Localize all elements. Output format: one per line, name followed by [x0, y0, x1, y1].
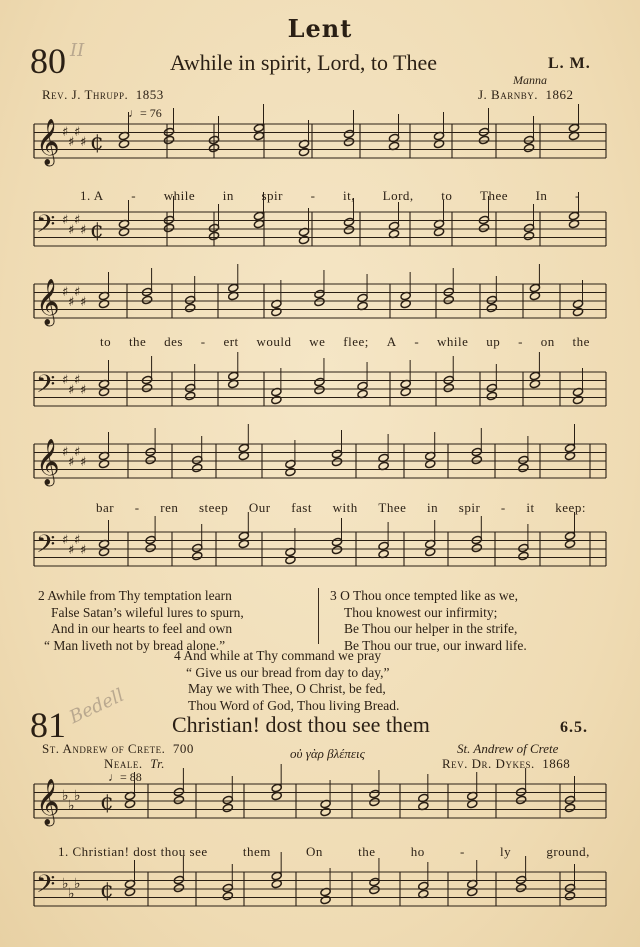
h80-s3-treble-note — [331, 457, 342, 466]
h80-s3-bass-note — [238, 531, 249, 540]
lyric-syllable: On — [306, 844, 323, 859]
h80-s3-treble-note — [331, 449, 342, 458]
h80-s2-treble-note — [443, 295, 454, 304]
verse-line: 4 And while at Thy command we pray — [174, 648, 382, 663]
lyric-syllable: steep — [198, 500, 229, 515]
treble-clef-icon: 𝄞 — [36, 439, 60, 485]
h80-s1-treble-note — [523, 143, 534, 152]
sharp-icon: ♯ — [62, 373, 69, 388]
h80-s1-bass-note — [253, 211, 264, 220]
verse-divider — [318, 588, 319, 644]
lyric-syllable: in — [427, 500, 439, 515]
h81-s1-treble-note — [564, 803, 575, 812]
flat-icon: ♭ — [74, 876, 81, 892]
lyric-syllable: A — [386, 334, 397, 349]
lyric-syllable: - — [134, 500, 140, 515]
sharp-icon: ♯ — [62, 125, 69, 140]
hymn-81-title: Christian! dost thou see them — [172, 712, 430, 737]
h80-s2-treble-note — [185, 295, 196, 304]
lyric-syllable: - — [518, 334, 523, 349]
h80-s2-bass-note — [185, 391, 196, 400]
verse-line: Thou Word of God, Thou living Bread. — [188, 697, 400, 713]
hymn-81-greek: οὐ γὰρ βλέπεις — [290, 746, 365, 761]
hymn-81-source: St. Andrew of Crete — [457, 741, 559, 756]
h80-s2-bass-note — [228, 371, 239, 380]
verse-line: Be Thou our true, our inward life. — [344, 637, 527, 653]
hymn-80-lyrics-line-3 — [96, 500, 586, 516]
sharp-icon: ♯ — [74, 285, 81, 300]
verse-line: 3 O Thou once tempted like as we, — [330, 588, 518, 603]
sharp-icon: ♯ — [74, 445, 81, 460]
lyric-syllable: it, — [343, 188, 356, 203]
lyric-syllable: the — [572, 334, 590, 349]
lyric-syllable: up — [486, 334, 501, 349]
sharp-icon: ♯ — [80, 135, 87, 150]
lyric-syllable: in — [222, 188, 234, 203]
h80-s1-treble-note — [253, 123, 264, 132]
h81-s1-bass-note — [320, 895, 331, 904]
lyric-syllable: ert — [223, 334, 239, 349]
sharp-icon: ♯ — [80, 455, 87, 470]
h80-s3-treble-note — [471, 455, 482, 464]
lyric-syllable: to — [100, 334, 112, 349]
h80-s1-treble-note — [343, 129, 354, 138]
h80-s1-bass-note — [163, 223, 174, 232]
hymn-81-number: 81 — [30, 705, 66, 745]
h81-s1-treble-note — [515, 795, 526, 804]
h80-s1-bass-note — [523, 231, 534, 240]
h80-s1-treble-note — [343, 137, 354, 146]
h80-s1-treble-note — [568, 123, 579, 132]
flat-icon: ♭ — [74, 788, 81, 804]
h81-s1-bass-note — [222, 883, 233, 892]
h80-s2-bass-note — [271, 395, 282, 404]
sharp-icon: ♯ — [68, 543, 75, 558]
h80-s3-bass-note — [285, 555, 296, 564]
sharp-icon: ♯ — [62, 533, 69, 548]
lyric-syllable: - — [200, 334, 206, 349]
h80-s3-treble-note — [564, 443, 575, 452]
hymn-81-author: St. Andrew of Crete. 700 — [42, 741, 194, 756]
sharp-icon: ♯ — [74, 373, 81, 388]
h81-s1-treble-note — [222, 795, 233, 804]
hymn-80-verse-3 — [330, 588, 527, 654]
lyric-syllable: the — [128, 334, 147, 349]
sharp-icon: ♯ — [74, 533, 81, 548]
hymn-81-composer: Rev. Dr. Dykes. 1868 — [442, 756, 571, 771]
h80-s3-bass-note — [331, 545, 342, 554]
h80-s1-bass-note — [343, 225, 354, 234]
h81-s1-bass-note — [222, 891, 233, 900]
verse-line: And in our hearts to feel and own — [51, 621, 233, 637]
bass-clef-icon: 𝄢 — [36, 210, 56, 245]
lyric-syllable: des — [164, 334, 183, 349]
verse-line: Thou knowest our infirmity; — [344, 604, 498, 620]
flat-icon: ♭ — [62, 788, 69, 804]
hymn-81-tempo: ♩= 88 — [108, 770, 142, 784]
h81-s1-treble-note — [369, 797, 380, 806]
h80-s2-treble-note — [228, 283, 239, 292]
h81-s1-bass-note — [271, 871, 282, 880]
sharp-icon: ♯ — [74, 125, 81, 140]
sharp-icon: ♯ — [68, 455, 75, 470]
h80-s2-treble-note — [529, 283, 540, 292]
sharp-icon: ♯ — [62, 445, 69, 460]
hymn-81-translator: Neale. Tr. — [104, 756, 166, 771]
hymn-80-meter: L. M. — [548, 55, 591, 72]
h80-s2-bass-note — [486, 391, 497, 400]
h81-s1-treble-note — [564, 795, 575, 804]
h80-s3-treble-note — [238, 443, 249, 452]
h80-s2-treble-note — [572, 307, 583, 316]
h80-s2-bass-note — [443, 383, 454, 392]
section-title: Lent — [287, 14, 353, 43]
lyric-syllable: we — [309, 334, 326, 349]
bass-clef-icon: 𝄢 — [36, 530, 56, 565]
verse-line: Be Thou our helper in the strife, — [344, 621, 518, 637]
h80-s3-bass-note — [192, 543, 203, 552]
sharp-icon: ♯ — [80, 543, 87, 558]
lyric-syllable: the — [358, 844, 376, 859]
h80-s3-treble-note — [145, 455, 156, 464]
h80-s3-bass-note — [564, 531, 575, 540]
h80-s1-treble-note — [163, 135, 174, 144]
h80-s2-treble-note — [271, 307, 282, 316]
h80-s2-treble-note — [314, 297, 325, 306]
pencil-mark-81: Bedell — [66, 684, 128, 729]
hymn-80-verse-2 — [38, 588, 244, 654]
h80-s2-bass-note — [529, 371, 540, 380]
lyric-syllable: In — [535, 188, 548, 203]
verse-line: False Satan’s wileful lures to spurn, — [51, 604, 244, 620]
h80-s1-treble-note — [478, 135, 489, 144]
lyric-syllable: while — [437, 334, 469, 349]
h80-s3-treble-note — [192, 463, 203, 472]
h80-s2-bass-note — [185, 383, 196, 392]
h80-s3-treble-note — [518, 455, 529, 464]
sharp-icon: ♯ — [80, 295, 87, 310]
flat-icon: ♭ — [62, 876, 69, 892]
lyric-syllable: ly — [499, 844, 512, 859]
sharp-icon: ♯ — [80, 383, 87, 398]
h80-s3-bass-note — [331, 537, 342, 546]
h81-s1-treble-note — [271, 783, 282, 792]
lyric-syllable: to — [441, 188, 453, 203]
h80-s2-bass-note — [314, 377, 325, 386]
sharp-icon: ♯ — [80, 223, 87, 238]
lyric-syllable: - — [459, 844, 465, 859]
lyric-syllable: it — [526, 500, 535, 515]
lyric-syllable: them — [242, 844, 271, 859]
sharp-icon: ♯ — [62, 285, 69, 300]
h80-s3-treble-note — [192, 455, 203, 464]
h81-s1-bass-note — [564, 891, 575, 900]
h80-s2-bass-note — [314, 385, 325, 394]
h80-s3-bass-note — [518, 543, 529, 552]
h81-s1-bass-note — [173, 883, 184, 892]
cut-time-icon: ¢ — [90, 218, 104, 243]
sharp-icon: ♯ — [68, 223, 75, 238]
hymn-80-lyrics-line-1 — [80, 188, 580, 204]
verse-line: May we with Thee, O Christ, be fed, — [188, 681, 386, 697]
lyric-syllable: ho — [410, 844, 425, 859]
h80-s3-bass-note — [518, 551, 529, 560]
flat-icon: ♭ — [68, 886, 75, 902]
hymn-80-title: Awhile in spirit, Lord, to Thee — [170, 50, 438, 75]
bass-clef-icon: 𝄢 — [36, 870, 56, 905]
h80-s3-treble-note — [285, 467, 296, 476]
flat-icon: ♭ — [68, 798, 75, 814]
lyric-syllable: - — [414, 334, 420, 349]
sharp-icon: ♯ — [68, 383, 75, 398]
hymn-80-tempo: ♩= 76 — [128, 106, 162, 120]
h80-s2-treble-note — [486, 295, 497, 304]
h80-s2-bass-note — [141, 383, 152, 392]
h80-s1-bass-note — [523, 223, 534, 232]
h80-s2-treble-note — [185, 303, 196, 312]
lyric-syllable: - — [131, 188, 137, 203]
cut-time-icon: ¢ — [90, 130, 104, 155]
h81-s1-bass-note — [369, 877, 380, 886]
sharp-icon: ♯ — [68, 135, 75, 150]
lyric-syllable: on — [540, 334, 555, 349]
h80-s2-bass-note — [486, 383, 497, 392]
h80-s2-treble-note — [486, 303, 497, 312]
h80-s1-bass-note — [298, 235, 309, 244]
h80-s1-treble-note — [523, 135, 534, 144]
h81-s1-bass-note — [515, 883, 526, 892]
lyric-syllable: - — [310, 188, 316, 203]
lyric-syllable: Thee — [378, 500, 407, 515]
h80-s2-bass-note — [572, 395, 583, 404]
lyric-syllable: keep: — [555, 500, 586, 515]
treble-clef-icon: 𝄞 — [36, 279, 60, 325]
lyric-syllable: while — [163, 188, 196, 203]
hymn-80-lyrics-line-2 — [100, 334, 590, 350]
h81-s1-treble-note — [369, 789, 380, 798]
h80-s3-bass-note — [145, 543, 156, 552]
h80-s3-treble-note — [518, 463, 529, 472]
sharp-icon: ♯ — [68, 295, 75, 310]
h80-s1-treble-note — [298, 147, 309, 156]
h81-s1-treble-note — [320, 807, 331, 816]
verse-line: “ Man liveth not by bread alone.” — [44, 637, 226, 653]
hymn-80-tune: Manna — [513, 73, 547, 87]
cut-time-icon: ¢ — [100, 790, 114, 815]
lyric-syllable: 1. A — [80, 188, 104, 203]
lyric-syllable: Our — [248, 500, 271, 515]
hymn-80-author: Rev. J. Thrupp. 1853 — [42, 87, 164, 102]
verse-line: 2 Awhile from Thy temptation learn — [38, 588, 232, 603]
h80-s1-bass-note — [568, 211, 579, 220]
lyric-syllable: with — [332, 500, 358, 515]
verse-line: “ Give us our bread from day to day,” — [186, 664, 390, 680]
lyric-syllable: - — [575, 188, 580, 203]
hymn-81-meter: 6.5. — [560, 719, 588, 736]
h80-s2-treble-note — [141, 295, 152, 304]
lyric-syllable: - — [500, 500, 506, 515]
lyric-syllable: Lord, — [382, 188, 414, 203]
lyric-syllable: fast — [291, 500, 312, 515]
lyric-syllable: spir — [261, 188, 283, 203]
treble-clef-icon: 𝄞 — [36, 119, 60, 165]
lyric-syllable: bar — [96, 500, 115, 515]
cut-time-icon: ¢ — [100, 878, 114, 903]
h81-s1-bass-note — [564, 883, 575, 892]
treble-clef-icon: 𝄞 — [36, 779, 60, 825]
h81-s1-treble-note — [173, 795, 184, 804]
lyric-syllable: spir — [458, 500, 481, 515]
h80-s1-bass-note — [478, 223, 489, 232]
hymn-80-composer: J. Barnby. 1862 — [478, 87, 574, 102]
h80-s1-bass-note — [343, 217, 354, 226]
pencil-mark-80: II — [70, 40, 85, 61]
hymn-80-verse-4 — [174, 648, 399, 714]
h80-s2-treble-note — [314, 289, 325, 298]
h81-s1-treble-note — [222, 803, 233, 812]
hymn-81-lyrics-line-1 — [58, 844, 590, 860]
sharp-icon: ♯ — [74, 213, 81, 228]
lyric-syllable: would — [256, 334, 292, 349]
h80-s3-bass-note — [471, 543, 482, 552]
lyric-syllable: ground, — [546, 844, 590, 859]
h81-s1-bass-note — [369, 885, 380, 894]
lyric-syllable: flee; — [343, 334, 369, 349]
lyric-syllable: ren — [160, 500, 179, 515]
lyric-syllable: 1. Christian! dost thou see — [58, 844, 208, 859]
hymn-80-number: 80 — [30, 41, 66, 81]
lyric-syllable: Thee — [480, 188, 508, 203]
sharp-icon: ♯ — [62, 213, 69, 228]
h80-s3-bass-note — [192, 551, 203, 560]
bass-clef-icon: 𝄢 — [36, 370, 56, 405]
